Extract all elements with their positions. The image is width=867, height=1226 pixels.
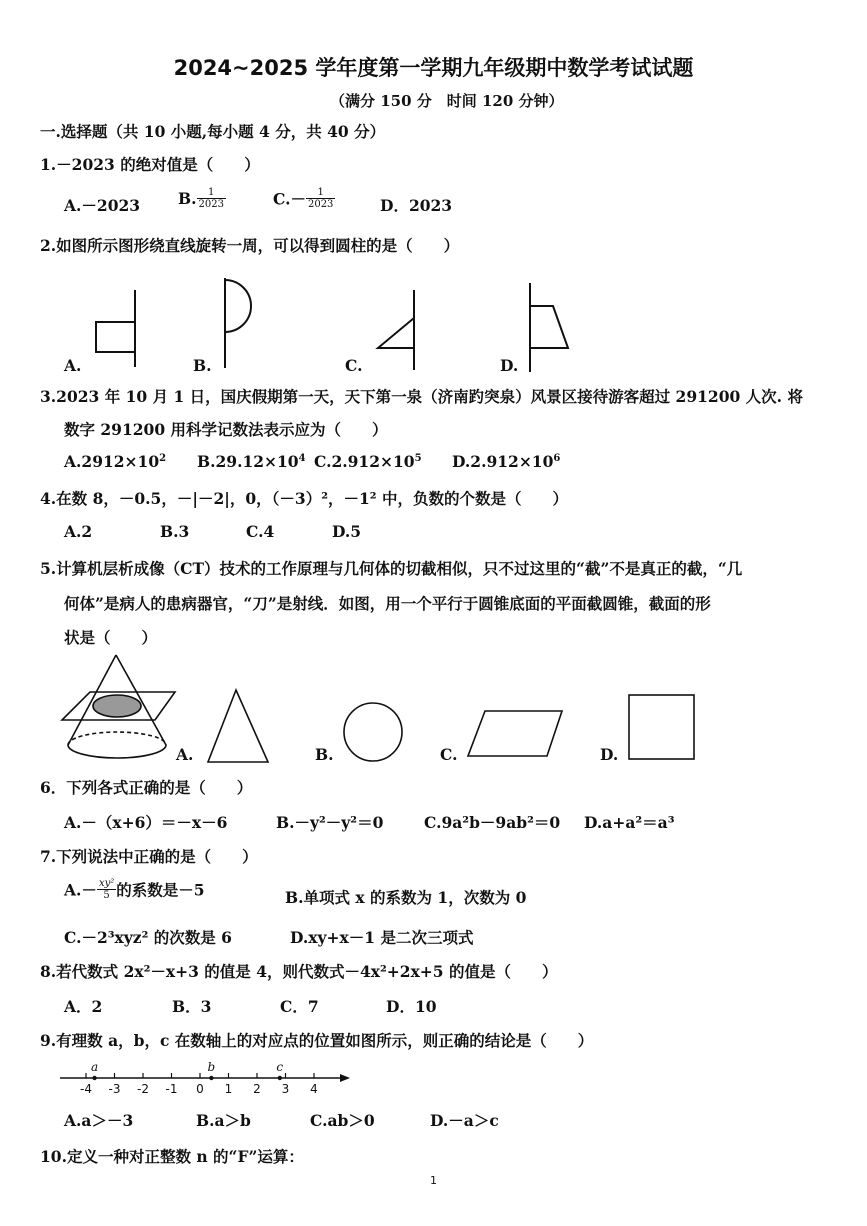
question-1-option-a: A.－2023 <box>64 196 141 215</box>
number-line-tick-label: -1 <box>165 1082 178 1096</box>
option-a-suffix: 的系数是－5 <box>116 880 205 900</box>
option-text: C.2.912×10 <box>314 452 415 471</box>
exponent: 5 <box>414 452 422 464</box>
question-5-line1: 5.计算机层析成像（CT）技术的工作原理与几何体的切截相似，只不过这里的“截”不是真正的截，“几 <box>40 559 743 578</box>
number-line-tick-label: -2 <box>137 1082 149 1096</box>
number-line-tick-label: -4 <box>80 1082 92 1096</box>
number-line-tick-label: 4 <box>310 1082 318 1096</box>
number-line-point <box>278 1076 282 1080</box>
exam-info: （满分 150 分 时间 120 分钟） <box>330 92 564 110</box>
question-5-option-a: A. <box>176 745 194 764</box>
question-8-stem: 8.若代数式 2x²－x+3 的值是 4，则代数式－4x²+2x+5 的值是（ ） <box>40 962 558 981</box>
question-6-option-c: C.9a²b－9ab²＝0 <box>424 813 561 832</box>
question-4-option-a: A.2 <box>64 522 93 541</box>
question-2-option-d: D. <box>500 356 519 375</box>
question-2-stem: 2.如图所示图形绕直线旋转一周，可以得到圆柱的是（ ） <box>40 236 460 255</box>
question-9-option-c: C.ab＞0 <box>310 1111 375 1130</box>
question-3-line1: 3.2023 年 10 月 1 日，国庆假期第一天，天下第一泉（济南趵突泉）风景区接待游客超过 291200 人次. 将 <box>40 387 803 406</box>
question-2-option-c: C. <box>345 356 363 375</box>
number-line-point-label: a <box>90 1060 99 1074</box>
number-line-tick-label: 3 <box>281 1082 290 1096</box>
number-line-tick-label: 1 <box>224 1082 233 1096</box>
numerator: 1 <box>197 187 226 199</box>
denominator: 2023 <box>307 199 334 210</box>
option-c-prefix: C.－ <box>273 189 306 209</box>
question-2-option-a: A. <box>64 356 82 375</box>
question-5-option-d: D. <box>600 745 619 764</box>
question-8-option-a: A．2 <box>64 997 103 1016</box>
option-a-prefix: A.－ <box>64 880 97 900</box>
question-1-stem: 1.－2023 的绝对值是（ ） <box>40 155 260 174</box>
option-text: B.29.12×10 <box>197 452 299 471</box>
number-line-tick-label: -3 <box>108 1082 121 1096</box>
question-2-option-b: B. <box>193 356 212 375</box>
page-title: 2024~2025 学年度第一学期九年级期中数学考试试题 <box>173 56 694 80</box>
question-10-stem: 10.定义一种对正整数 n 的“F”运算： <box>40 1147 304 1166</box>
question-8-option-d: D．10 <box>386 997 437 1016</box>
question-6-stem: 6．下列各式正确的是（ ） <box>40 778 253 797</box>
numerator: xy² <box>98 878 115 889</box>
page-number: 1 <box>430 1174 437 1187</box>
exponent: 6 <box>553 452 561 464</box>
question-7-option-d: D.xy+x－1 是二次三项式 <box>290 928 474 947</box>
number-line-point-label: b <box>207 1060 216 1074</box>
question-7-stem: 7.下列说法中正确的是（ ） <box>40 847 258 866</box>
denominator: 5 <box>103 890 110 901</box>
number-line-arrow <box>340 1074 350 1082</box>
number-line-point <box>92 1076 96 1080</box>
number-line-point-label: c <box>276 1060 284 1074</box>
question-9-stem: 9.有理数 a，b，c 在数轴上的对应点的位置如图所示，则正确的结论是（ ） <box>40 1031 594 1050</box>
question-6-option-a: A.－（x+6）＝－x－6 <box>64 813 228 832</box>
question-4-stem: 4.在数 8，－0.5，－|－2|，0，（－3）²，－1² 中，负数的个数是（ ） <box>40 489 568 508</box>
exponent: 2 <box>159 452 167 464</box>
question-6-option-d: D.a+a²＝a³ <box>584 813 675 832</box>
numerator: 1 <box>306 187 335 199</box>
question-5-option-b: B. <box>315 745 334 764</box>
question-4-option-b: B.3 <box>160 522 190 541</box>
question-7-option-c: C.－2³xyz² 的次数是 6 <box>64 928 232 947</box>
question-9-option-b: B.a＞b <box>196 1111 251 1130</box>
section-heading: 一.选择题（共 10 小题,每小题 4 分，共 40 分） <box>40 122 386 141</box>
question-4-option-d: D.5 <box>332 522 362 541</box>
question-5-line3: 状是（ ） <box>64 628 158 647</box>
question-6-option-b: B.－y²－y²＝0 <box>276 813 384 832</box>
question-1-option-d: D．2023 <box>380 196 453 215</box>
question-3-line2: 数字 291200 用科学记数法表示应为（ ） <box>64 420 388 439</box>
option-text: A.2912×10 <box>64 452 160 471</box>
question-8-option-c: C．7 <box>280 997 319 1016</box>
option-b-prefix: B. <box>178 189 197 208</box>
question-9-option-a: A.a＞－3 <box>64 1111 134 1130</box>
question-9-option-d: D.－a＞c <box>430 1111 499 1130</box>
question-5-option-c: C. <box>440 745 458 764</box>
question-4-option-c: C.4 <box>246 522 275 541</box>
option-text: D.2.912×10 <box>452 452 554 471</box>
exponent: 4 <box>298 452 306 464</box>
denominator: 2023 <box>198 199 224 210</box>
number-line-point <box>209 1076 213 1080</box>
question-8-option-b: B．3 <box>172 997 212 1016</box>
number-line-tick-label: 2 <box>253 1082 261 1096</box>
question-5-line2: 何体”是病人的患病器官，“刀”是射线．如图，用一个平行于圆锥底面的平面截圆锥，截面的形 <box>64 594 711 613</box>
number-line-tick-label: 0 <box>196 1082 204 1096</box>
question-7-option-b: B.单项式 x 的系数为 1，次数为 0 <box>285 888 527 907</box>
